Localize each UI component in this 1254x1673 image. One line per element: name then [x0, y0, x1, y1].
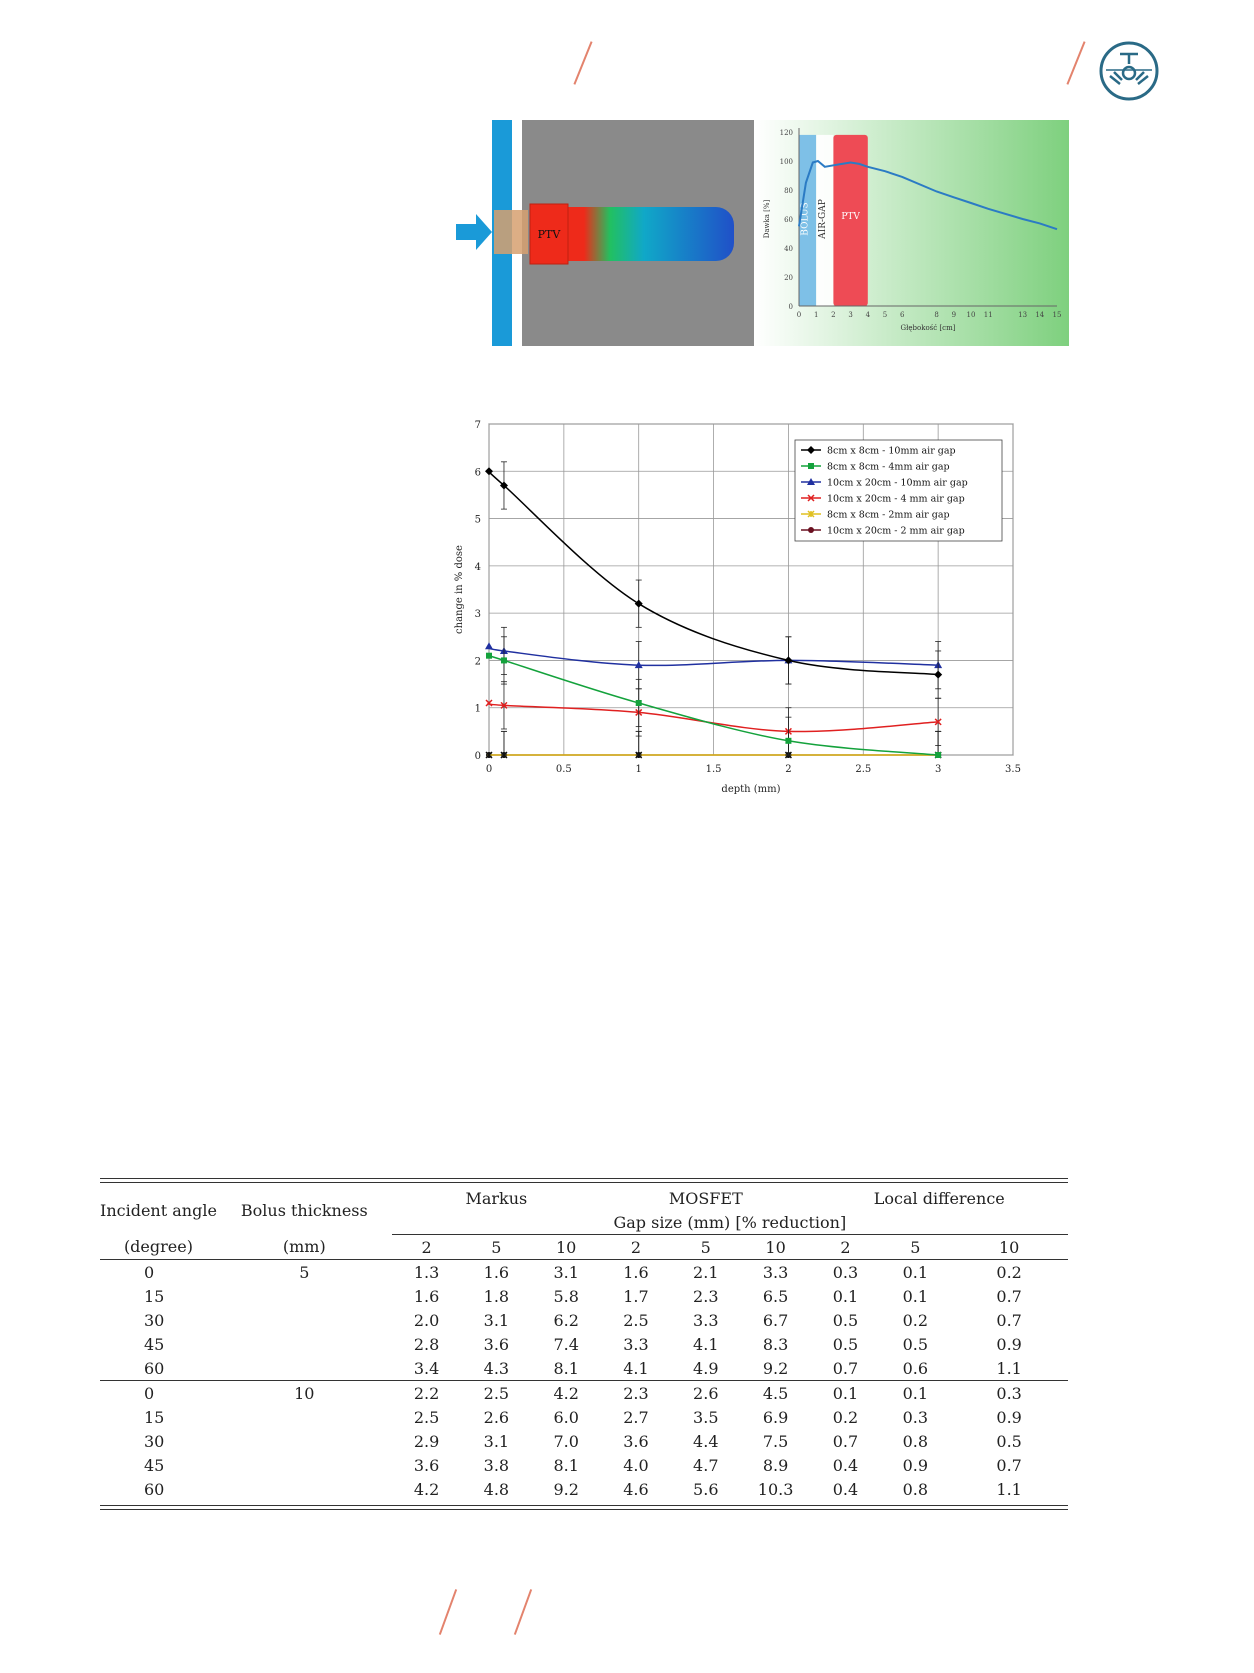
cell-value: 4.4	[693, 1431, 719, 1451]
header-slash-right	[1066, 41, 1085, 84]
y-tick-label: 120	[779, 129, 793, 137]
cell-value: 4.9	[693, 1358, 719, 1378]
cell-value: 2.8	[413, 1334, 440, 1354]
cell-value: 0.2	[832, 1407, 859, 1427]
cell-value: 0.5	[902, 1334, 929, 1354]
cell-value: 4.5	[762, 1383, 789, 1403]
cell-value: 5.6	[693, 1479, 719, 1499]
cell-incident-angle: 0	[144, 1262, 155, 1282]
header-mosfet: MOSFET	[668, 1188, 743, 1208]
cell-value: 3.1	[483, 1310, 510, 1330]
cell-incident-angle: 60	[144, 1358, 165, 1378]
data-point	[501, 657, 507, 663]
region-label: AIR-GAP	[817, 199, 828, 239]
cell-value: 0.5	[996, 1431, 1022, 1451]
legend-label: 10cm x 20cm - 2 mm air gap	[827, 525, 965, 537]
legend-label: 8cm x 8cm - 10mm air gap	[827, 445, 956, 457]
y-tick-label: 7	[474, 420, 481, 431]
x-tick-label: 2.5	[855, 764, 872, 775]
cell-value: 0.8	[902, 1431, 929, 1451]
cell-value: 0.3	[832, 1262, 859, 1282]
x-axis-label: depth (mm)	[721, 784, 781, 795]
cell-value: 9.2	[553, 1479, 579, 1499]
cell-value: 0.9	[902, 1455, 929, 1475]
header-gap: 10	[531, 1235, 601, 1260]
header-gap: 2	[601, 1235, 671, 1260]
cell-value: 0.1	[902, 1286, 929, 1306]
header-gap: 5	[461, 1235, 531, 1260]
cell-value: 4.1	[693, 1334, 719, 1354]
cell-value: 4.8	[483, 1479, 510, 1499]
cell-incident-angle: 15	[144, 1407, 165, 1427]
legend-label: 10cm x 20cm - 4 mm air gap	[827, 493, 965, 505]
cell-bolus-thickness	[217, 1332, 392, 1356]
cell-value: 4.6	[623, 1479, 649, 1499]
cell-value: 0.6	[902, 1358, 929, 1378]
region-label: PTV	[841, 212, 860, 222]
header-degree: (degree)	[123, 1237, 193, 1257]
cell-value: 3.3	[693, 1310, 719, 1330]
legend-label: 10cm x 20cm - 10mm air gap	[827, 477, 968, 489]
cell-bolus-thickness	[217, 1453, 392, 1477]
x-tick-label: 3.5	[1005, 764, 1021, 775]
cell-value: 7.5	[762, 1431, 789, 1451]
cell-bolus-thickness: 10	[294, 1383, 315, 1403]
x-tick-label: 2	[831, 311, 836, 319]
bolus-dose-region	[494, 210, 528, 254]
cell-value: 0.5	[832, 1334, 859, 1354]
cell-value: 6.9	[762, 1407, 789, 1427]
cell-value: 1.7	[623, 1286, 649, 1306]
x-tick-label: 2	[785, 764, 792, 775]
cell-value: 0.4	[832, 1479, 859, 1499]
cell-value: 2.6	[483, 1407, 510, 1427]
ptv-label: PTV	[537, 228, 561, 241]
x-tick-label: 4	[865, 311, 871, 319]
data-point	[935, 752, 941, 758]
y-tick-label: 4	[474, 561, 481, 573]
cell-bolus-thickness	[217, 1308, 392, 1332]
table-row	[100, 1332, 1068, 1356]
x-tick-label: 10	[966, 311, 976, 319]
x-tick-label: 13	[1018, 311, 1028, 319]
cell-value: 3.6	[413, 1455, 440, 1475]
x-tick-label: 5	[882, 311, 888, 319]
cell-value: 8.9	[762, 1455, 789, 1475]
cell-incident-angle: 45	[144, 1455, 165, 1475]
cell-bolus-thickness	[217, 1429, 392, 1453]
cell-incident-angle: 45	[144, 1334, 165, 1354]
cell-incident-angle: 30	[144, 1310, 165, 1330]
table-row	[100, 1381, 1068, 1406]
y-tick-label: 0	[474, 751, 481, 762]
cell-value: 0.7	[996, 1455, 1022, 1475]
header-mm: (mm)	[282, 1237, 326, 1257]
cell-value: 2.0	[413, 1310, 440, 1330]
cell-value: 4.7	[693, 1455, 719, 1475]
x-tick-label: 14	[1035, 311, 1045, 319]
header-bolus-thickness: Bolus thickness	[240, 1200, 368, 1220]
header-incident-angle: Incident angle	[100, 1200, 217, 1220]
y-tick-label: 0	[788, 303, 793, 311]
x-axis-label: Głębokość [cm]	[900, 324, 956, 332]
cell-value: 2.3	[623, 1383, 649, 1403]
cell-value: 0.5	[832, 1310, 859, 1330]
table-row	[100, 1477, 1068, 1501]
data-point	[808, 527, 814, 533]
table-rule-top-1	[100, 1178, 1068, 1179]
cell-value: 6.2	[553, 1310, 579, 1330]
cell-value: 0.9	[996, 1334, 1022, 1354]
table-row	[100, 1284, 1068, 1308]
cell-bolus-thickness	[217, 1477, 392, 1501]
cell-value: 6.0	[553, 1407, 579, 1427]
cell-value: 0.7	[996, 1286, 1022, 1306]
cell-incident-angle: 30	[144, 1431, 165, 1451]
table-row	[100, 1453, 1068, 1477]
y-tick-label: 1	[474, 703, 481, 715]
cell-value: 3.8	[483, 1455, 510, 1475]
cell-value: 2.2	[413, 1383, 440, 1403]
cell-value: 0.9	[996, 1407, 1022, 1427]
cell-value: 2.5	[413, 1407, 440, 1427]
y-tick-label: 6	[474, 467, 481, 479]
x-tick-label: 9	[951, 311, 957, 319]
cell-value: 0.1	[832, 1383, 859, 1403]
cell-incident-angle: 15	[144, 1286, 165, 1306]
cell-value: 0.4	[832, 1455, 859, 1475]
cell-value: 4.1	[623, 1358, 649, 1378]
footer-slash-right	[514, 1589, 532, 1635]
table-rule-bottom-2	[100, 1509, 1068, 1510]
header-gap: 5	[671, 1235, 741, 1260]
header-gap: 10	[950, 1235, 1068, 1260]
cell-value: 7.0	[553, 1431, 579, 1451]
data-point	[808, 463, 814, 469]
x-tick-label: 3	[848, 311, 853, 319]
table-row	[100, 1260, 1068, 1285]
x-tick-label: 0	[796, 311, 802, 319]
cell-value: 2.6	[693, 1383, 719, 1403]
table-rule-top-2	[100, 1182, 1068, 1183]
cell-bolus-thickness	[217, 1405, 392, 1429]
cell-value: 3.1	[553, 1262, 579, 1282]
cell-incident-angle: 0	[144, 1383, 155, 1403]
header-markus: Markus	[465, 1188, 528, 1208]
data-point	[636, 700, 642, 706]
table-rule-bottom-1	[100, 1505, 1068, 1506]
cell-value: 4.2	[413, 1479, 440, 1499]
legend	[795, 440, 1002, 541]
table-row	[100, 1356, 1068, 1381]
x-tick-label: 0.5	[555, 764, 572, 775]
cell-value: 4.3	[483, 1358, 510, 1378]
cell-value: 1.6	[483, 1262, 510, 1282]
header-gap: 5	[880, 1235, 950, 1260]
x-tick-label: 3	[934, 764, 942, 775]
data-point	[486, 653, 492, 659]
cell-value: 0.1	[832, 1286, 859, 1306]
header-gap: 2	[392, 1235, 462, 1260]
cell-value: 5.8	[553, 1286, 579, 1306]
y-tick-label: 40	[784, 245, 793, 253]
cell-value: 2.3	[693, 1286, 719, 1306]
x-tick-label: 15	[1052, 311, 1062, 319]
table-body	[100, 1260, 1068, 1502]
cell-value: 2.9	[413, 1431, 440, 1451]
cell-value: 3.6	[483, 1334, 510, 1354]
table-row	[100, 1429, 1068, 1453]
x-tick-label: 0	[485, 764, 493, 775]
x-tick-label: 1	[635, 764, 642, 775]
table-row	[100, 1308, 1068, 1332]
cell-value: 4.2	[553, 1383, 579, 1403]
cell-value: 2.7	[623, 1407, 649, 1427]
cell-value: 0.1	[902, 1262, 929, 1282]
y-axis-label: Dawka [%]	[763, 199, 771, 239]
cell-value: 0.2	[996, 1262, 1022, 1282]
cell-value: 10.3	[757, 1479, 794, 1499]
cell-value: 6.7	[762, 1310, 789, 1330]
cell-value: 3.6	[623, 1431, 649, 1451]
region-label: BOLUS	[800, 202, 811, 236]
cell-value: 8.1	[553, 1358, 579, 1378]
header-gap-size: Gap size (mm) [% reduction]	[613, 1212, 847, 1232]
cell-value: 8.1	[553, 1455, 579, 1475]
y-tick-label: 20	[784, 274, 793, 282]
y-tick-label: 80	[784, 187, 793, 195]
legend-label: 8cm x 8cm - 2mm air gap	[827, 509, 950, 521]
cell-value: 6.5	[762, 1286, 789, 1306]
cell-value: 0.3	[996, 1383, 1022, 1403]
results-table	[100, 1186, 1068, 1501]
cell-value: 0.3	[902, 1407, 929, 1427]
cell-value: 3.4	[413, 1358, 440, 1378]
cell-bolus-thickness	[217, 1284, 392, 1308]
legend-label: 8cm x 8cm - 4mm air gap	[827, 461, 950, 473]
plot-area	[454, 420, 1021, 795]
header-local-difference: Local difference	[873, 1188, 1005, 1208]
cell-value: 4.0	[623, 1455, 649, 1475]
table-row	[100, 1405, 1068, 1429]
bolus-dose-diagram	[454, 120, 754, 346]
cell-value: 0.2	[902, 1310, 929, 1330]
journal-logo-icon	[1098, 40, 1160, 102]
dose-change-chart	[440, 412, 1080, 852]
x-tick-label: 1	[813, 311, 819, 319]
cell-value: 0.7	[996, 1310, 1022, 1330]
cell-value: 9.2	[762, 1358, 789, 1378]
cell-value: 0.8	[902, 1479, 929, 1499]
cell-value: 1.6	[413, 1286, 440, 1306]
cell-value: 0.7	[832, 1358, 859, 1378]
cell-value: 7.4	[553, 1334, 579, 1354]
cell-incident-angle: 60	[144, 1479, 165, 1499]
footer-slash-left	[439, 1589, 457, 1635]
cell-value: 1.3	[413, 1262, 440, 1282]
cell-value: 3.3	[762, 1262, 789, 1282]
cell-value: 1.1	[996, 1479, 1022, 1499]
cell-bolus-thickness	[217, 1356, 392, 1381]
y-tick-label: 60	[784, 216, 793, 224]
y-tick-label: 3	[474, 609, 481, 621]
cell-value: 2.5	[623, 1310, 649, 1330]
cell-value: 0.7	[832, 1431, 859, 1451]
cell-value: 3.3	[623, 1334, 649, 1354]
cell-value: 2.1	[693, 1262, 719, 1282]
figure-top	[487, 120, 1069, 346]
depth-dose-chart	[755, 120, 1069, 346]
x-tick-label: 1.5	[705, 764, 722, 775]
cell-value: 8.3	[762, 1334, 789, 1354]
x-tick-label: 8	[934, 311, 939, 319]
y-tick-label: 5	[474, 514, 481, 526]
y-axis-label: change in % dose	[454, 545, 465, 634]
cell-value: 1.1	[996, 1358, 1022, 1378]
cell-value: 3.5	[693, 1407, 719, 1427]
cell-value: 1.6	[623, 1262, 649, 1282]
cell-bolus-thickness: 5	[299, 1262, 310, 1282]
x-tick-label: 6	[899, 311, 905, 319]
cell-value: 2.5	[483, 1383, 510, 1403]
header-gap: 2	[811, 1235, 881, 1260]
header-gap: 10	[741, 1235, 811, 1260]
y-tick-label: 2	[474, 656, 481, 668]
cell-value: 0.1	[902, 1383, 929, 1403]
cell-value: 1.8	[483, 1286, 510, 1306]
y-tick-label: 100	[779, 158, 793, 166]
header-slash-left	[573, 41, 592, 84]
cell-value: 3.1	[483, 1431, 510, 1451]
x-tick-label: 11	[983, 311, 993, 319]
data-point	[785, 738, 791, 744]
